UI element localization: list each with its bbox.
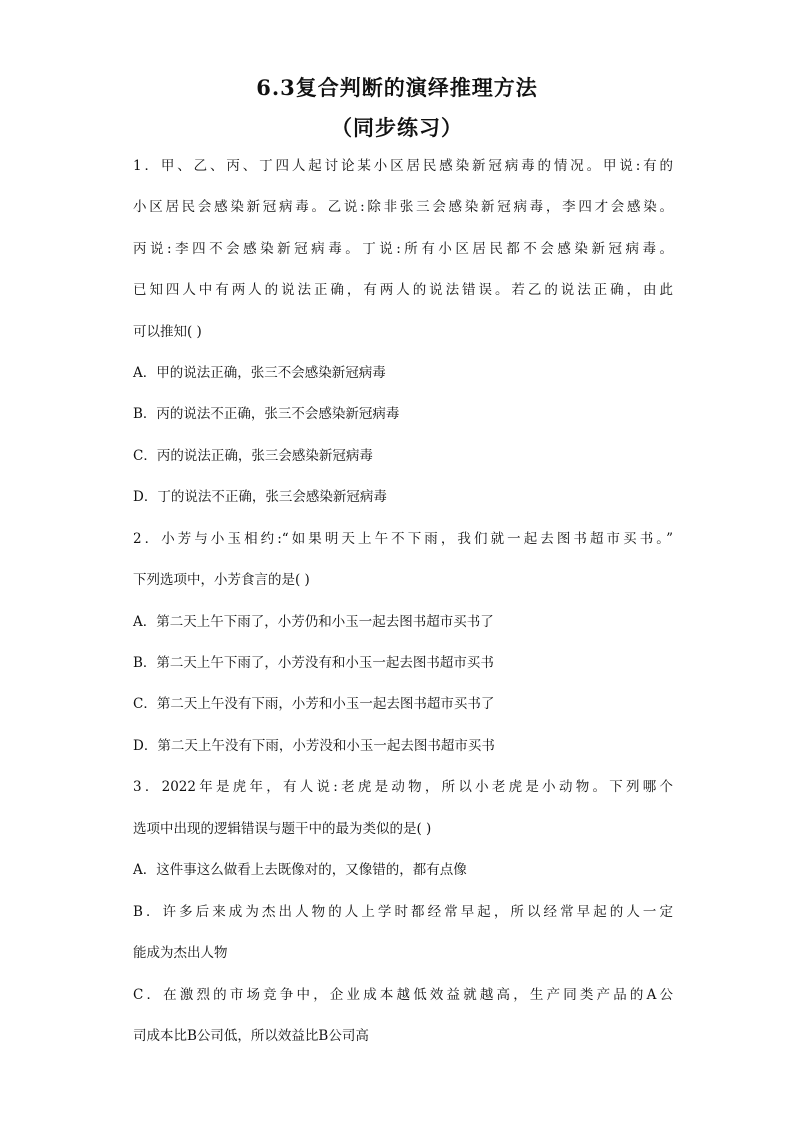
q2-stem-line: 下列选项中，小芳食言的是( ) bbox=[133, 572, 310, 588]
document-title: 6.3复合判断的演绎推理方法 bbox=[256, 75, 538, 100]
q1-option-d: D．丁的说法不正确，张三会感染新冠病毒 bbox=[133, 489, 387, 505]
q1-stem-line: 1．甲、乙、丙、丁四人起讨论某小区居民感染新冠病毒的情况。甲说:有的 bbox=[133, 158, 673, 174]
document-subtitle: （同步练习） bbox=[331, 115, 463, 140]
q1-stem-line: 已知四人中有两人的说法正确，有两人的说法错误。若乙的说法正确，由此 bbox=[133, 282, 673, 298]
q2-stem-line: 2．小芳与小玉相约:“如果明天上午不下雨，我们就一起去图书超市买书。” bbox=[133, 531, 673, 547]
q1-option-c: C．丙的说法正确，张三会感染新冠病毒 bbox=[133, 448, 373, 464]
q2-option-c: C．第二天上午没有下雨，小芳和小玉一起去图书超市买书了 bbox=[133, 696, 495, 712]
q1-stem-line: 可以推知( ) bbox=[133, 324, 202, 340]
q3-option-a: A．这件事这么做看上去既像对的，又像错的，都有点像 bbox=[133, 862, 467, 878]
q3-option-c: C．在激烈的市场竞争中，企业成本越低效益就越高，生产同类产品的A公 bbox=[133, 987, 673, 1003]
q3-stem-line: 选项中出现的逻辑错误与题干中的最为类似的是( ) bbox=[133, 821, 432, 837]
q2-option-a: A．第二天上午下雨了，小芳仍和小玉一起去图书超市买书了 bbox=[133, 614, 494, 630]
q3-option-c-cont: 司成本比B公司低，所以效益比B公司高 bbox=[133, 1028, 369, 1044]
q1-stem-line: 小区居民会感染新冠病毒。乙说:除非张三会感染新冠病毒，李四才会感染。 bbox=[133, 199, 673, 215]
q1-option-a: A．甲的说法正确，张三不会感染新冠病毒 bbox=[133, 365, 386, 381]
q1-option-b: B．丙的说法不正确，张三不会感染新冠病毒 bbox=[133, 406, 400, 422]
q3-option-b-cont: 能成为杰出人物 bbox=[133, 945, 228, 961]
q3-stem-line: 3．2022年是虎年，有人说:老虎是动物，所以小老虎是小动物。下列哪个 bbox=[133, 779, 673, 795]
q2-option-d: D．第二天上午没有下雨，小芳没和小玉一起去图书超市买书 bbox=[133, 738, 495, 754]
q2-option-b: B．第二天上午下雨了，小芳没有和小玉一起去图书超市买书 bbox=[133, 655, 494, 671]
q3-option-b: B．许多后来成为杰出人物的人上学时都经常早起，所以经常早起的人一定 bbox=[133, 904, 673, 920]
q1-stem-line: 丙说:李四不会感染新冠病毒。丁说:所有小区居民都不会感染新冠病毒。 bbox=[133, 241, 673, 257]
